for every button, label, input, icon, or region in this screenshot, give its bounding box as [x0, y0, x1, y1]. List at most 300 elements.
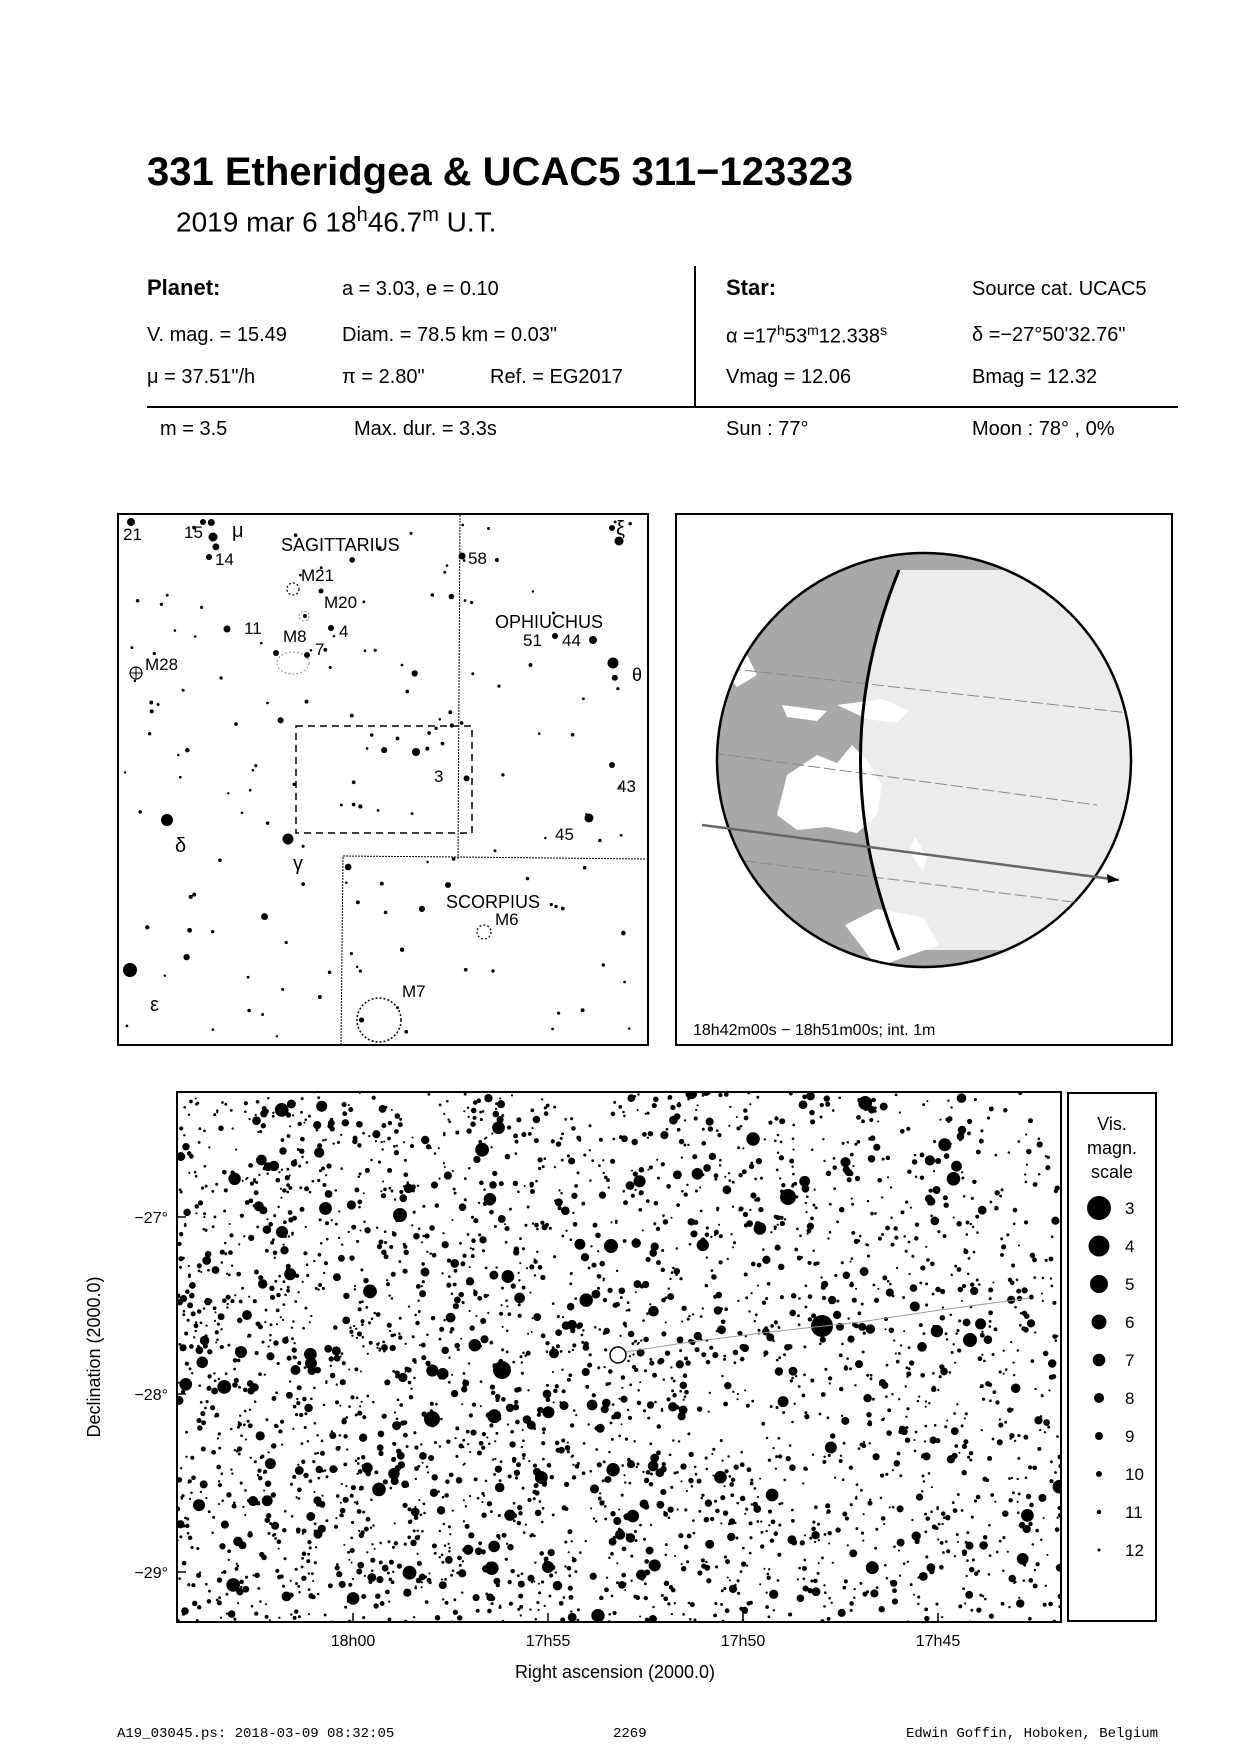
chart-star — [1051, 1235, 1054, 1238]
chart-star — [462, 1301, 465, 1304]
chart-star — [243, 1388, 248, 1393]
chart-star — [425, 1600, 429, 1604]
chart-star — [1050, 1277, 1052, 1279]
chart-star — [198, 1127, 201, 1130]
chart-star — [700, 1315, 703, 1318]
label-11: 11 — [244, 619, 262, 638]
chart-star — [200, 1411, 205, 1416]
chart-star — [304, 1412, 307, 1415]
chart-star — [466, 1128, 471, 1133]
chart-star — [307, 1540, 311, 1544]
chart-star — [774, 1531, 779, 1536]
chart-star — [288, 1210, 293, 1215]
chart-star — [615, 1222, 617, 1224]
chart-star — [551, 1139, 555, 1143]
chart-star — [258, 1279, 268, 1289]
chart-star — [252, 1116, 261, 1125]
chart-star — [873, 1284, 876, 1287]
chart-star — [692, 1519, 695, 1522]
chart-star — [626, 1310, 628, 1312]
chart-star — [989, 1106, 994, 1111]
chart-star — [567, 1442, 569, 1444]
chart-star — [963, 1195, 966, 1198]
chart-star — [210, 1405, 215, 1410]
chart-star — [432, 1543, 437, 1548]
chart-star — [573, 1409, 576, 1412]
chart-star — [833, 1157, 836, 1160]
chart-star — [273, 1214, 276, 1217]
chart-star — [381, 1123, 386, 1128]
chart-star — [186, 1381, 191, 1386]
finder-star — [177, 754, 180, 757]
chart-star — [302, 1528, 307, 1533]
chart-star — [911, 1519, 913, 1521]
chart-star — [779, 1177, 781, 1179]
chart-star — [763, 1355, 765, 1357]
chart-star — [1013, 1208, 1018, 1213]
chart-star — [510, 1569, 514, 1573]
chart-star — [1033, 1583, 1038, 1588]
chart-star — [822, 1138, 824, 1140]
chart-star — [806, 1195, 809, 1198]
chart-star — [417, 1530, 419, 1532]
chart-star — [792, 1173, 795, 1176]
chart-star — [471, 1216, 474, 1219]
chart-star — [258, 1275, 263, 1280]
chart-star — [729, 1585, 737, 1593]
chart-star — [444, 1172, 452, 1180]
chart-star — [420, 1513, 423, 1516]
chart-star — [908, 1346, 911, 1349]
chart-star — [348, 1559, 350, 1561]
chart-star — [660, 1489, 666, 1495]
chart-star — [280, 1197, 282, 1199]
chart-star — [654, 1201, 658, 1205]
chart-star — [266, 1513, 271, 1518]
chart-star — [426, 1465, 429, 1468]
chart-star — [558, 1206, 562, 1210]
chart-star — [466, 1430, 470, 1434]
chart-star — [300, 1111, 303, 1114]
label-delta: δ — [175, 835, 187, 857]
chart-star — [480, 1405, 482, 1407]
chart-star — [828, 1454, 831, 1457]
chart-star — [997, 1439, 1003, 1445]
finder-star — [443, 571, 446, 574]
chart-star — [405, 1343, 407, 1345]
chart-star — [201, 1420, 206, 1425]
chart-star — [182, 1313, 185, 1316]
chart-star — [664, 1581, 669, 1586]
chart-star — [905, 1250, 908, 1253]
chart-star — [852, 1298, 857, 1303]
chart-star — [214, 1379, 217, 1382]
chart-star — [905, 1385, 907, 1387]
chart-star — [247, 1532, 253, 1538]
chart-star — [684, 1356, 688, 1360]
chart-star — [736, 1537, 739, 1540]
chart-star — [180, 1495, 183, 1498]
chart-star — [558, 1189, 560, 1191]
chart-star — [1001, 1602, 1005, 1606]
chart-star — [670, 1105, 675, 1110]
chart-star — [802, 1566, 807, 1571]
chart-star — [599, 1328, 602, 1331]
chart-star — [403, 1141, 405, 1143]
chart-star — [716, 1207, 719, 1210]
chart-star — [203, 1216, 205, 1218]
chart-star — [383, 1141, 385, 1143]
chart-star — [205, 1185, 208, 1188]
chart-star — [244, 1514, 246, 1516]
chart-star — [715, 1509, 720, 1514]
chart-star — [1004, 1421, 1007, 1424]
chart-star — [762, 1301, 766, 1305]
chart-star — [681, 1563, 683, 1565]
chart-star — [821, 1556, 824, 1559]
chart-star — [484, 1193, 496, 1205]
legend-title: scale — [1090, 1162, 1134, 1182]
chart-star — [542, 1165, 545, 1168]
chart-star — [811, 1527, 816, 1532]
chart-star — [733, 1361, 736, 1364]
chart-star — [310, 1315, 312, 1317]
finder-star — [501, 773, 504, 776]
chart-star — [378, 1348, 381, 1351]
chart-star — [220, 1328, 222, 1330]
chart-star — [705, 1540, 714, 1549]
chart-star — [1049, 1479, 1053, 1483]
chart-star — [530, 1184, 534, 1188]
chart-star — [846, 1357, 849, 1360]
chart-star — [517, 1574, 520, 1577]
finder-star — [329, 666, 332, 669]
chart-star — [278, 1429, 282, 1433]
chart-star — [929, 1569, 934, 1574]
chart-star — [982, 1595, 984, 1597]
chart-star — [981, 1354, 983, 1356]
chart-star — [200, 1491, 202, 1493]
chart-star — [478, 1140, 482, 1144]
chart-star — [468, 1116, 470, 1118]
chart-star — [597, 1462, 602, 1467]
chart-star — [827, 1617, 831, 1621]
chart-star — [513, 1134, 518, 1139]
chart-star — [558, 1447, 565, 1454]
chart-star — [359, 1486, 364, 1491]
chart-star — [228, 1610, 236, 1618]
chart-star — [223, 1570, 227, 1574]
chart-star — [629, 1355, 631, 1357]
chart-star — [438, 1178, 440, 1180]
chart-star — [906, 1371, 911, 1376]
chart-star — [828, 1597, 831, 1600]
chart-star — [350, 1494, 354, 1498]
chart-star — [337, 1141, 340, 1144]
chart-star — [332, 1346, 341, 1355]
chart-star — [446, 1313, 456, 1323]
chart-star — [644, 1478, 650, 1484]
chart-star — [487, 1312, 489, 1314]
finder-star — [620, 834, 623, 837]
chart-star — [444, 1545, 446, 1547]
chart-star — [343, 1434, 347, 1438]
chart-star — [744, 1389, 746, 1391]
chart-star — [567, 1154, 570, 1157]
chart-star — [611, 1595, 614, 1598]
chart-star — [363, 1278, 369, 1284]
chart-star — [265, 1603, 267, 1605]
chart-star — [362, 1345, 364, 1347]
chart-star — [744, 1513, 746, 1515]
finder-named-star — [608, 658, 619, 669]
y-tick-label: −27° — [134, 1210, 168, 1227]
finder-star — [278, 717, 284, 723]
chart-star — [666, 1184, 671, 1189]
chart-star — [182, 1612, 186, 1616]
chart-star — [184, 1332, 188, 1336]
chart-star — [1048, 1389, 1050, 1391]
chart-star — [658, 1358, 664, 1364]
chart-star — [892, 1506, 895, 1509]
chart-star — [820, 1276, 822, 1278]
chart-star — [388, 1294, 390, 1296]
chart-star — [674, 1472, 677, 1475]
chart-star — [445, 1556, 453, 1564]
chart-star — [935, 1158, 941, 1164]
chart-star — [657, 1177, 660, 1180]
chart-star — [538, 1591, 541, 1594]
chart-bright-star — [780, 1189, 796, 1205]
chart-star — [724, 1176, 726, 1178]
chart-star — [599, 1138, 603, 1142]
chart-star — [368, 1135, 370, 1137]
chart-star — [303, 1251, 307, 1255]
chart-star — [530, 1109, 534, 1113]
chart-star — [732, 1206, 734, 1208]
finder-star — [333, 635, 335, 637]
chart-star — [411, 1185, 416, 1190]
chart-star — [998, 1423, 1003, 1428]
chart-star — [684, 1545, 689, 1550]
chart-star — [218, 1432, 221, 1435]
chart-star — [860, 1489, 863, 1492]
chart-star — [862, 1592, 867, 1597]
chart-star — [590, 1245, 592, 1247]
chart-star — [477, 1451, 482, 1456]
chart-star — [654, 1401, 657, 1404]
chart-star — [177, 1477, 183, 1483]
chart-star — [331, 1430, 333, 1432]
chart-star — [294, 1609, 298, 1613]
chart-star — [603, 1298, 607, 1302]
chart-star — [220, 1472, 223, 1475]
chart-star — [389, 1330, 391, 1332]
chart-star — [868, 1106, 876, 1114]
chart-star — [203, 1165, 206, 1168]
chart-star — [925, 1282, 928, 1285]
chart-star — [177, 1242, 181, 1246]
chart-star — [482, 1565, 490, 1573]
planet-diameter: Diam. = 78.5 km = 0.03" — [342, 324, 557, 346]
chart-star — [302, 1552, 307, 1557]
chart-star — [857, 1311, 861, 1315]
chart-star — [228, 1250, 233, 1255]
x-tick-label: 17h45 — [915, 1633, 961, 1650]
chart-star — [435, 1615, 441, 1621]
chart-star — [533, 1580, 535, 1582]
chart-star — [536, 1228, 539, 1231]
chart-star — [666, 1397, 670, 1401]
chart-star — [994, 1501, 996, 1503]
chart-star — [886, 1430, 892, 1436]
chart-star — [802, 1394, 806, 1398]
star-vmag: Vmag = 12.06 — [726, 366, 852, 388]
chart-star — [804, 1305, 807, 1308]
magnitude-legend — [1067, 1092, 1157, 1622]
chart-star — [536, 1601, 539, 1604]
chart-star — [820, 1116, 823, 1119]
chart-star — [403, 1245, 407, 1249]
chart-star — [835, 1527, 840, 1532]
chart-star — [969, 1458, 972, 1461]
chart-star — [189, 1367, 192, 1370]
finder-named-star — [445, 882, 451, 888]
chart-star — [824, 1591, 827, 1594]
chart-star — [562, 1321, 571, 1330]
chart-star — [692, 1313, 694, 1315]
chart-star — [473, 1218, 478, 1223]
chart-star — [506, 1329, 509, 1332]
chart-star — [265, 1418, 268, 1421]
chart-star — [729, 1579, 731, 1581]
chart-star — [657, 1501, 665, 1509]
chart-star — [448, 1547, 450, 1549]
label-21: 21 — [123, 525, 142, 544]
chart-star — [366, 1395, 369, 1398]
chart-star — [315, 1287, 318, 1290]
chart-star — [322, 1139, 325, 1142]
chart-star — [681, 1306, 686, 1311]
chart-star — [866, 1412, 871, 1417]
chart-star — [789, 1367, 798, 1376]
chart-star — [454, 1192, 457, 1195]
chart-star — [445, 1601, 449, 1605]
chart-star — [452, 1569, 455, 1572]
chart-star — [676, 1471, 679, 1474]
chart-star — [810, 1378, 814, 1382]
chart-star — [521, 1572, 524, 1575]
chart-star — [559, 1401, 568, 1410]
chart-star — [302, 1327, 305, 1330]
chart-star — [685, 1360, 690, 1365]
chart-star — [740, 1344, 747, 1351]
chart-star — [808, 1294, 813, 1299]
finder-star — [179, 776, 182, 779]
chart-star — [275, 1391, 278, 1394]
chart-star — [394, 1150, 399, 1155]
chart-star — [621, 1387, 623, 1389]
chart-star — [961, 1424, 964, 1427]
chart-star — [276, 1293, 281, 1298]
chart-star — [939, 1119, 941, 1121]
chart-star — [344, 1606, 347, 1609]
chart-star — [258, 1324, 263, 1329]
chart-star — [191, 1372, 193, 1374]
chart-star — [236, 1450, 239, 1453]
chart-star — [863, 1332, 866, 1335]
chart-star — [608, 1451, 610, 1453]
chart-star — [567, 1303, 575, 1311]
chart-star — [648, 1306, 659, 1317]
chart-star — [326, 1163, 331, 1168]
chart-star — [514, 1246, 519, 1251]
chart-star — [744, 1116, 749, 1121]
chart-star — [420, 1443, 422, 1445]
chart-star — [536, 1251, 538, 1253]
chart-star — [569, 1238, 572, 1241]
chart-star — [265, 1480, 271, 1486]
chart-star — [464, 1177, 467, 1180]
finder-star — [208, 519, 215, 526]
chart-star — [388, 1187, 391, 1190]
chart-star — [647, 1136, 649, 1138]
chart-star — [932, 1372, 935, 1375]
chart-star — [873, 1144, 880, 1151]
chart-star — [802, 1185, 810, 1193]
finder-star — [554, 905, 557, 908]
chart-star — [312, 1580, 314, 1582]
chart-star — [775, 1245, 781, 1251]
chart-star — [469, 1413, 473, 1417]
chart-star — [907, 1169, 912, 1174]
chart-star — [426, 1365, 438, 1377]
chart-star — [836, 1220, 839, 1223]
chart-star — [381, 1193, 386, 1198]
chart-star — [540, 1275, 545, 1280]
chart-star — [684, 1192, 688, 1196]
chart-star — [232, 1127, 234, 1129]
chart-star — [604, 1587, 609, 1592]
chart-star — [723, 1510, 728, 1515]
chart-star — [277, 1539, 282, 1544]
chart-star — [781, 1183, 785, 1187]
chart-star — [939, 1565, 944, 1570]
chart-star — [798, 1297, 801, 1300]
chart-star — [505, 1299, 508, 1302]
globe-panel — [675, 513, 1173, 1046]
chart-star — [439, 1327, 444, 1332]
chart-star — [356, 1121, 363, 1128]
chart-star — [507, 1312, 511, 1316]
finder-star — [293, 783, 296, 786]
chart-star — [302, 1397, 306, 1401]
chart-star — [533, 1260, 537, 1264]
chart-star — [481, 1512, 486, 1517]
chart-star — [540, 1221, 544, 1225]
chart-star — [399, 1190, 403, 1194]
chart-star — [716, 1129, 719, 1132]
chart-star — [567, 1450, 570, 1453]
chart-star — [466, 1277, 474, 1285]
chart-star — [330, 1365, 332, 1367]
chart-star — [1025, 1133, 1027, 1135]
chart-star — [828, 1376, 832, 1380]
chart-star — [517, 1294, 520, 1297]
chart-star — [523, 1531, 526, 1534]
chart-star — [303, 1122, 305, 1124]
chart-star — [1008, 1575, 1016, 1583]
